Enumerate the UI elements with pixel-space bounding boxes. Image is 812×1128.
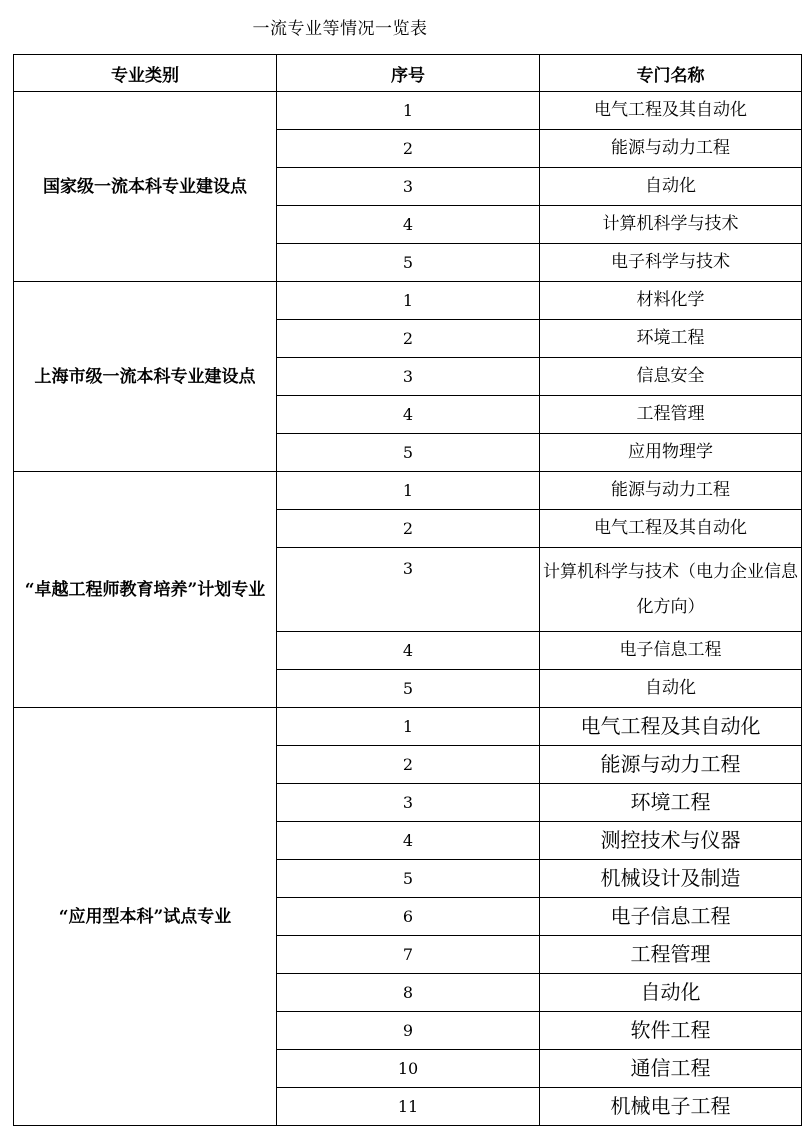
major-name: 能源与动力工程: [540, 130, 802, 168]
category-national: 国家级一流本科专业建设点: [14, 92, 277, 282]
major-name: 通信工程: [540, 1050, 802, 1088]
major-name: 环境工程: [540, 320, 802, 358]
row-number: 3: [277, 784, 540, 822]
major-name: 电气工程及其自动化: [540, 708, 802, 746]
document-title: 一流专业等情况一览表: [252, 19, 428, 39]
row-number: 2: [277, 746, 540, 784]
row-number: 7: [277, 936, 540, 974]
row-number: 1: [277, 472, 540, 510]
major-name: 电子信息工程: [540, 632, 802, 670]
major-name: 信息安全: [540, 358, 802, 396]
major-name: 机械设计及制造: [540, 860, 802, 898]
table-header-row: [14, 55, 802, 92]
row-number: 11: [277, 1088, 540, 1126]
row-number: 6: [277, 898, 540, 936]
row-number: 5: [277, 860, 540, 898]
category-excellent-engineer: “卓越工程师教育培养”计划专业: [14, 472, 277, 708]
row-number: 1: [277, 708, 540, 746]
row-number: 2: [277, 510, 540, 548]
table-row: [14, 282, 802, 320]
row-number: 3: [277, 548, 540, 632]
row-number: 4: [277, 396, 540, 434]
major-name: 能源与动力工程: [540, 472, 802, 510]
row-number: 4: [277, 822, 540, 860]
major-name: 计算机科学与技术: [540, 206, 802, 244]
major-name: 工程管理: [540, 936, 802, 974]
table-row: [14, 92, 802, 130]
row-number: 10: [277, 1050, 540, 1088]
major-name: 电子信息工程: [540, 898, 802, 936]
major-name: 能源与动力工程: [540, 746, 802, 784]
row-number: 8: [277, 974, 540, 1012]
row-number: 3: [277, 358, 540, 396]
category-applied-pilot: “应用型本科”试点专业: [14, 708, 277, 1126]
major-name: 电气工程及其自动化: [540, 92, 802, 130]
majors-table: [13, 54, 802, 1126]
major-name: 工程管理: [540, 396, 802, 434]
row-number: 5: [277, 244, 540, 282]
row-number: 5: [277, 670, 540, 708]
major-name: 材料化学: [540, 282, 802, 320]
major-name: 计算机科学与技术（电力企业信息化方向）: [540, 548, 802, 632]
major-name: 测控技术与仪器: [540, 822, 802, 860]
row-number: 1: [277, 282, 540, 320]
row-number: 9: [277, 1012, 540, 1050]
row-number: 4: [277, 632, 540, 670]
header-name: 专门名称: [540, 55, 802, 92]
major-name: 自动化: [540, 974, 802, 1012]
major-name: 自动化: [540, 670, 802, 708]
major-name: 电子科学与技术: [540, 244, 802, 282]
major-name: 机械电子工程: [540, 1088, 802, 1126]
header-category: 专业类别: [14, 55, 277, 92]
header-index: 序号: [277, 55, 540, 92]
row-number: 1: [277, 92, 540, 130]
row-number: 2: [277, 320, 540, 358]
major-name: 环境工程: [540, 784, 802, 822]
major-name: 电气工程及其自动化: [540, 510, 802, 548]
table-row: [14, 472, 802, 510]
category-shanghai: 上海市级一流本科专业建设点: [14, 282, 277, 472]
row-number: 5: [277, 434, 540, 472]
major-name: 软件工程: [540, 1012, 802, 1050]
row-number: 4: [277, 206, 540, 244]
row-number: 3: [277, 168, 540, 206]
row-number: 2: [277, 130, 540, 168]
major-name: 自动化: [540, 168, 802, 206]
major-name: 应用物理学: [540, 434, 802, 472]
table-row: [14, 708, 802, 746]
